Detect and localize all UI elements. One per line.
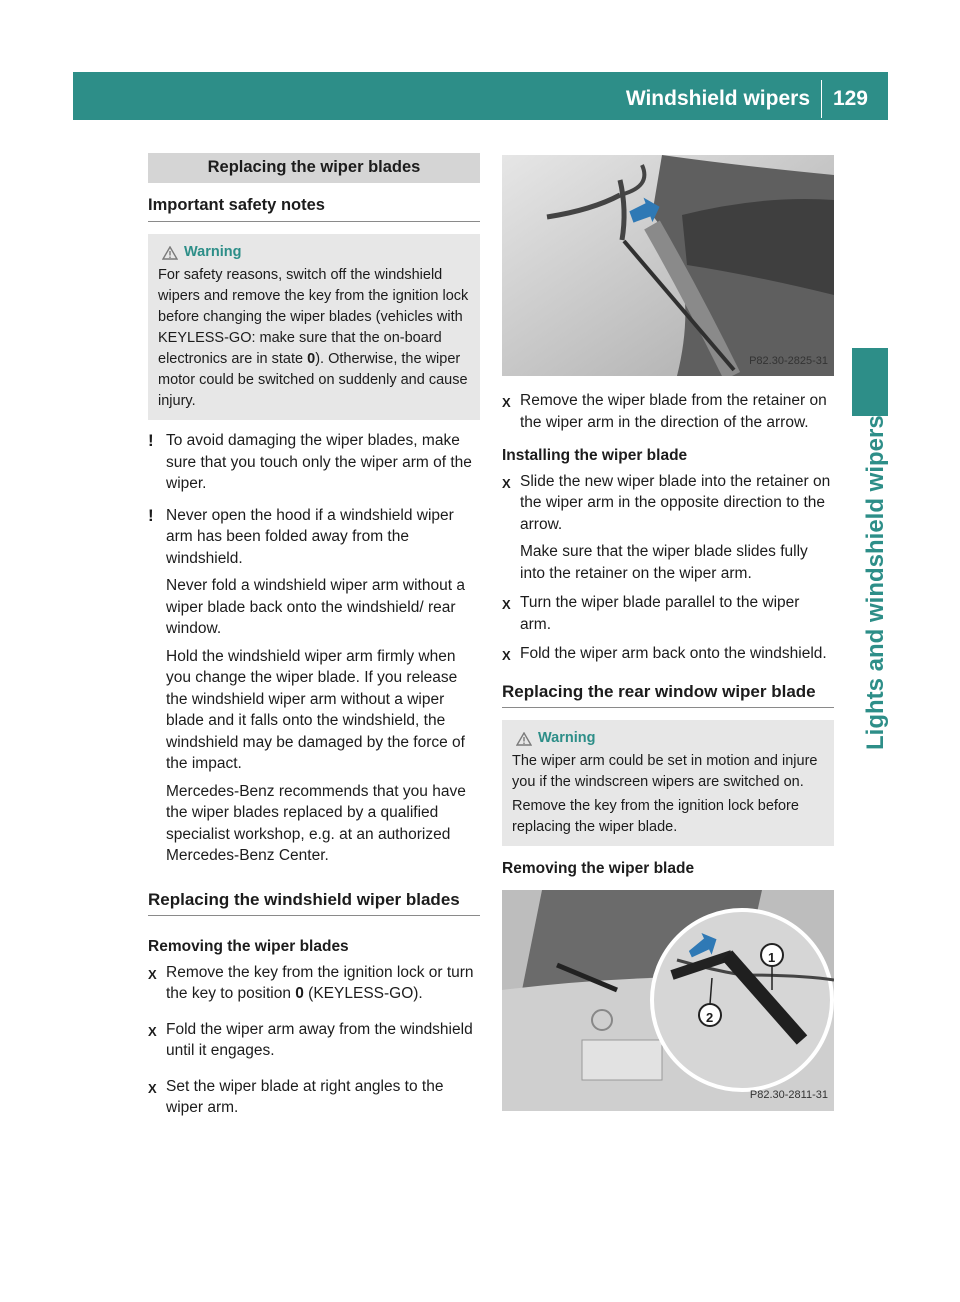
- step-arrow-icon: X: [148, 1023, 157, 1039]
- step-item: [502, 643, 834, 671]
- step-arrow-icon: X: [502, 395, 511, 410]
- removing-blade-heading: Removing the wiper blade: [502, 860, 695, 877]
- step-item: [502, 592, 834, 641]
- step-item: [148, 1019, 480, 1068]
- callout-1: 1: [768, 949, 776, 965]
- callout-2: 2: [706, 1009, 714, 1025]
- chapter-tab-marker: [852, 348, 888, 416]
- removing-heading: Removing the wiper blades: [148, 938, 349, 955]
- exclamation-icon: !: [148, 505, 154, 525]
- right-column: [502, 155, 834, 1111]
- safety-heading: Important safety notes: [148, 195, 480, 223]
- step-item: [502, 471, 834, 591]
- warning-box: [502, 720, 834, 846]
- note-text: Never open the hood if a windshield wiper arm has been folded away from the windshield.: [166, 506, 454, 567]
- note-item: [148, 430, 480, 501]
- step-arrow-icon: X: [148, 1080, 157, 1096]
- side-chapter-text: Lights and windshield wipers: [862, 415, 889, 750]
- installing-heading: Installing the wiper blade: [502, 447, 688, 464]
- step-text: Fold the wiper arm back onto the windshield.: [520, 645, 827, 662]
- step-text: Set the wiper blade at right angles to the wiper arm.: [166, 1077, 444, 1116]
- step-text: Turn the wiper blade parallel to the wiper arm.: [520, 594, 800, 633]
- step-text: Remove the wiper blade from the retainer on the wiper arm in the direction of the arrow.: [520, 392, 827, 431]
- page-header: [73, 72, 888, 120]
- figure-rear-wiper: [502, 890, 834, 1111]
- warning-triangle-icon: [516, 732, 532, 746]
- header-divider: [821, 80, 822, 118]
- warning-triangle-icon: [162, 246, 178, 260]
- warning-text: The wiper arm could be set in motion and injure you if the windscreen wipers are switched on.: [512, 753, 818, 790]
- warning-label: Warning: [538, 730, 596, 746]
- step-note: Make sure that the wiper blade slides fully into the retainer on the wiper arm.: [520, 543, 808, 582]
- windshield-wiper-illustration: [502, 155, 834, 376]
- step-arrow-icon: X: [502, 475, 511, 491]
- step-text: Remove the key from the ignition lock or turn the key to position 0 (KEYLESS-GO).: [166, 963, 474, 1002]
- note-item: [148, 505, 480, 873]
- step-item: [148, 962, 480, 1011]
- step-arrow-icon: X: [502, 597, 511, 612]
- page-number: 129: [832, 87, 868, 110]
- note-text: Mercedes-Benz recommends that you have the wiper blades replaced by a qualified specialist workshop, e.g. at an authorized Mercedes-Benz Center.: [166, 782, 466, 864]
- step-item: [502, 390, 834, 439]
- figure-windshield-wiper: [502, 155, 834, 376]
- note-text: Never fold a windshield wiper arm without a wiper blade back onto the windshield/ rear window.: [166, 577, 465, 637]
- header-title: Windshield wipers: [625, 87, 810, 110]
- step-arrow-icon: X: [148, 966, 157, 982]
- rear-wiper-illustration: [502, 890, 834, 1111]
- figure-code: P82.30-2811-31: [749, 1089, 828, 1101]
- exclamation-icon: !: [148, 431, 154, 450]
- step-text: Slide the new wiper blade into the retainer on the wiper arm in the opposite direction to the arrow.: [520, 472, 831, 533]
- section-title: Replacing the wiper blades: [148, 153, 480, 183]
- warning-header: [158, 242, 471, 263]
- step-arrow-icon: X: [502, 648, 511, 663]
- figure-code: P82.30-2825-31: [749, 354, 828, 367]
- step-item: [148, 1076, 480, 1125]
- step-text: Fold the wiper arm away from the windshield until it engages.: [166, 1020, 473, 1059]
- note-text: To avoid damaging the wiper blades, make sure that you touch only the wiper arm of the wiper.: [166, 432, 472, 492]
- warning-text: For safety reasons, switch off the windshield wipers and remove the key from the ignition lock before changing the wiper blades (vehicles with KEYLESS-GO: make sure that the on-board electronics are in state 0). Otherwise, the wiper motor could be switched on suddenly and cause injury.: [158, 267, 469, 409]
- warning-label: Warning: [184, 244, 242, 260]
- side-chapter-label: [854, 415, 894, 760]
- warning-header: [512, 728, 825, 749]
- warning-box: [148, 234, 480, 420]
- note-text: Hold the windshield wiper arm firmly when you change the wiper blade. If you release the windshield wiper arm without a wiper blade and it falls onto the windshield, the windshield may be damaged by the force of the impact.: [166, 647, 465, 772]
- windshield-heading: Replacing the windshield wiper blades: [148, 889, 480, 917]
- warning-text: Remove the key from the ignition lock before replacing the wiper blade.: [512, 798, 799, 835]
- rear-wiper-heading: Replacing the rear window wiper blade: [502, 681, 834, 709]
- left-column: [148, 153, 480, 1125]
